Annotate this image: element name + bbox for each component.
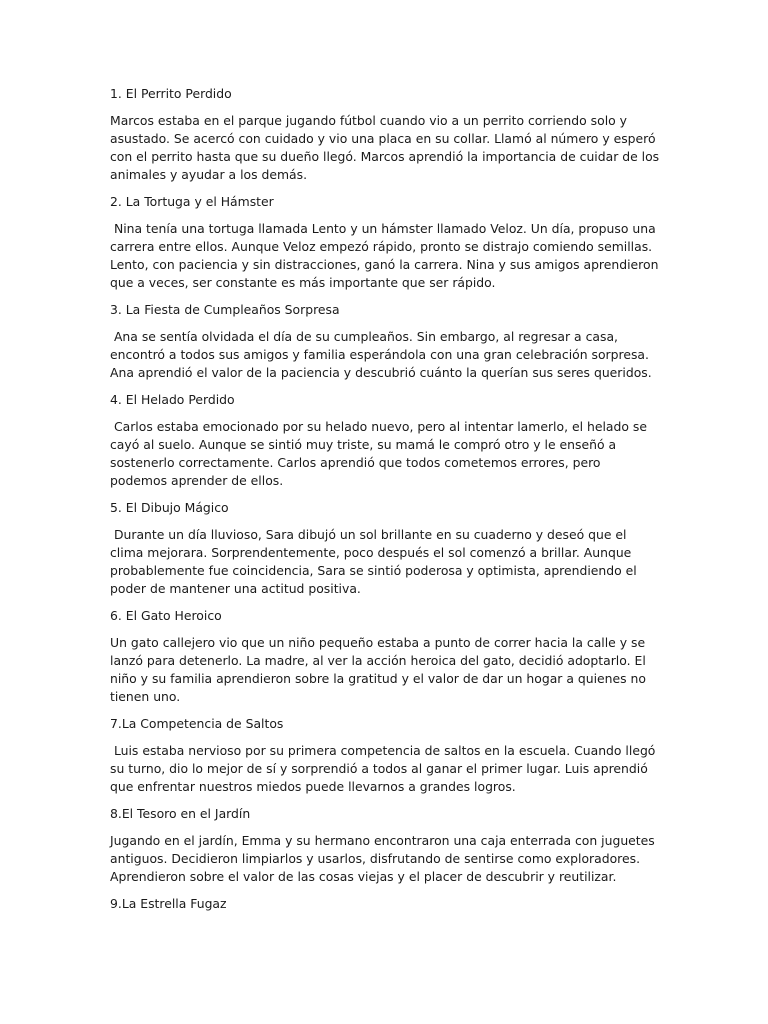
- story-title: 6. El Gato Heroico: [110, 608, 222, 623]
- story-9: [110, 895, 660, 913]
- story-1: [110, 85, 664, 184]
- story-2: [110, 193, 663, 292]
- story-body: Ana se sentía olvidada el día de su cumpleaños. Sin embargo, al regresar a casa, encontró a todos sus amigos y familia esperándola con una gran celebración sorpresa. Ana aprendió el valor de la paciencia y descubrió cuánto la querían sus seres queridos.: [110, 329, 653, 380]
- story-4: [110, 391, 660, 490]
- story-title: 3. La Fiesta de Cumpleaños Sorpresa: [110, 302, 340, 317]
- story-body: Marcos estaba en el parque jugando fútbol cuando vio a un perrito corriendo solo y asustado. Se acercó con cuidado y vio una placa en su collar. Llamó al número y esperó con el perrito hasta que su dueño llegó. Marcos aprendió la importancia de cuidar de los animales y ayudar a los demás.: [110, 113, 664, 182]
- story-body: Jugando en el jardín, Emma y su hermano encontraron una caja enterrada con juguetes antiguos. Decidieron limpiarlos y usarlos, disfrutando de sentirse como exploradores. Aprendieron sobre el valor de las cosas viejas y el placer de descubrir y reutilizar.: [110, 833, 659, 884]
- story-title: 8.El Tesoro en el Jardín: [110, 806, 251, 821]
- story-title: 9.La Estrella Fugaz: [110, 896, 227, 911]
- story-title: 4. El Helado Perdido: [110, 392, 235, 407]
- story-7: [110, 715, 660, 796]
- story-body: Nina tenía una tortuga llamada Lento y un hámster llamado Veloz. Un día, propuso una carrera entre ellos. Aunque Veloz empezó rápido, pronto se distrajo comiendo semillas. Lento, con paciencia y sin distracciones, ganó la carrera. Nina y sus amigos aprendieron que a veces, ser constante es más importante que ser rápido.: [110, 221, 663, 290]
- story-title: 5. El Dibujo Mágico: [110, 500, 229, 515]
- story-5: [110, 499, 660, 598]
- story-6: [110, 607, 660, 706]
- story-title: 1. El Perrito Perdido: [110, 86, 232, 101]
- document-content: [110, 85, 664, 922]
- story-body: Carlos estaba emocionado por su helado nuevo, pero al intentar lamerlo, el helado se cayó al suelo. Aunque se sintió muy triste, su mamá le compró otro y le enseñó a sostenerlo correctamente. Carlos aprendió que todos cometemos errores, pero podemos aprender de ellos.: [110, 419, 651, 488]
- story-body: Un gato callejero vio que un niño pequeño estaba a punto de correr hacia la calle y se lanzó para detenerlo. La madre, al ver la acción heroica del gato, decidió adoptarlo. El niño y su familia aprendieron sobre la gratitud y el valor de dar un hogar a quienes no tienen uno.: [110, 635, 650, 704]
- story-body: Durante un día lluvioso, Sara dibujó un sol brillante en su cuaderno y deseó que el clima mejorara. Sorprendentemente, poco después el sol comenzó a brillar. Aunque probablemente fue coincidencia, Sara se sintió poderosa y optimista, aprendiendo el poder de mantener una actitud positiva.: [110, 527, 641, 596]
- story-title: 7.La Competencia de Saltos: [110, 716, 284, 731]
- story-title: 2. La Tortuga y el Hámster: [110, 194, 274, 209]
- story-3: [110, 301, 660, 382]
- story-body: Luis estaba nervioso por su primera competencia de saltos en la escuela. Cuando llegó su turno, dio lo mejor de sí y sorprendió a todos al ganar el primer lugar. Luis aprendió que enfrentar nuestros miedos puede llevarnos a grandes logros.: [110, 743, 660, 794]
- story-8: [110, 805, 660, 886]
